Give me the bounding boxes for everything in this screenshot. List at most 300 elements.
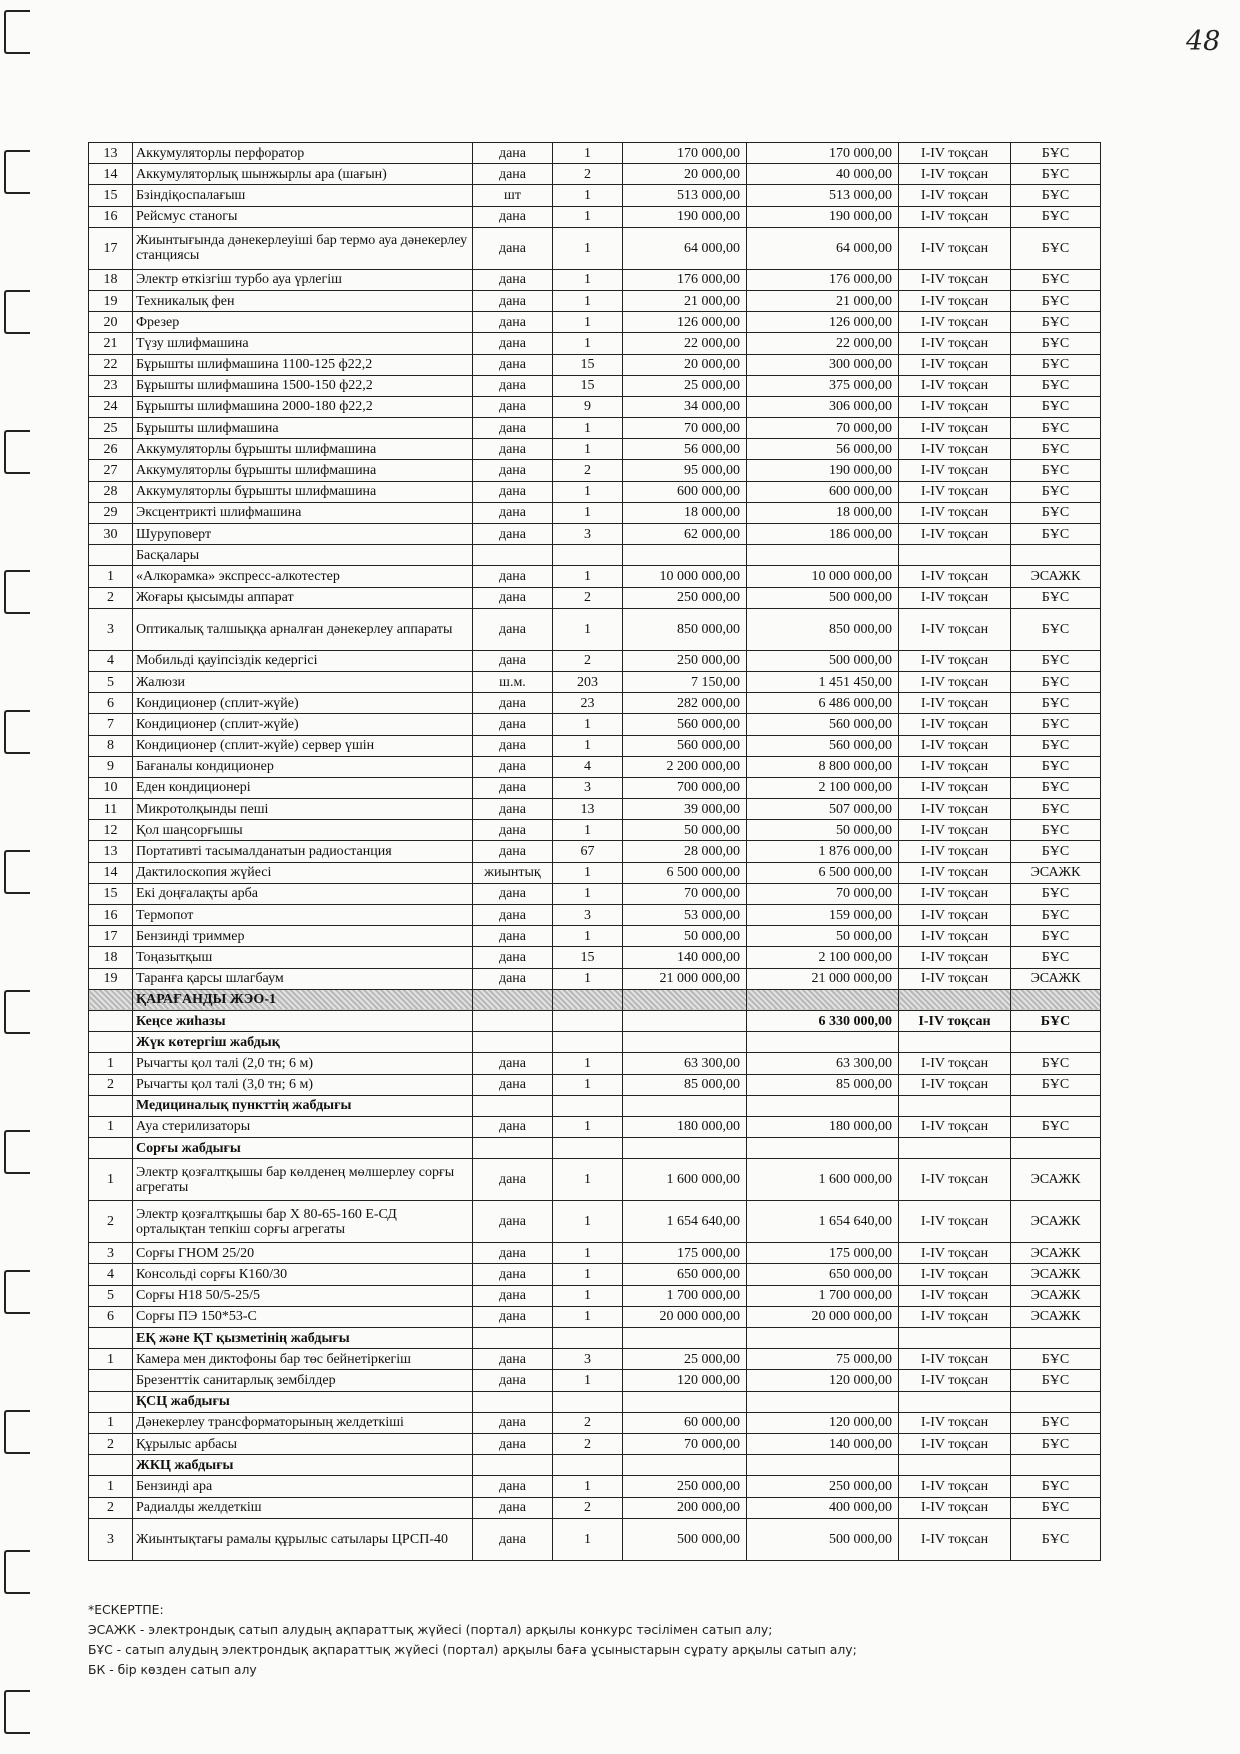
row-number-cell: 2 xyxy=(89,1433,133,1454)
procurement-method-cell: ЭСАЖК xyxy=(1011,862,1101,883)
row-number-cell: 7 xyxy=(89,714,133,735)
quantity-cell: 1 xyxy=(553,1285,623,1306)
unit-price-cell xyxy=(623,1328,747,1349)
item-name-cell: Бұрышты шлифмашина 2000-180 ф22,2 xyxy=(133,396,473,417)
quantity-cell xyxy=(553,1032,623,1053)
period-cell: I-IV тоқсан xyxy=(899,608,1011,650)
item-name-cell: Екі доңғалақты арба xyxy=(133,883,473,904)
unit-cell: дана xyxy=(473,269,553,290)
period-cell: I-IV тоқсан xyxy=(899,1264,1011,1285)
period-cell: I-IV тоқсан xyxy=(899,883,1011,904)
unit-price-cell: 560 000,00 xyxy=(623,714,747,735)
period-cell: I-IV тоқсан xyxy=(899,354,1011,375)
procurement-method-cell: БҰС xyxy=(1011,333,1101,354)
total-amount-cell: 500 000,00 xyxy=(747,1518,899,1560)
unit-price-cell: 170 000,00 xyxy=(623,143,747,164)
unit-price-cell: 25 000,00 xyxy=(623,375,747,396)
item-name-cell: Сорғы Н18 50/5-25/5 xyxy=(133,1285,473,1306)
procurement-method-cell: БҰС xyxy=(1011,671,1101,692)
unit-price-cell: 70 000,00 xyxy=(623,883,747,904)
item-name-cell: Рычагты қол талі (2,0 тн; 6 м) xyxy=(133,1053,473,1074)
row-number-cell: 3 xyxy=(89,1518,133,1560)
item-name-cell: Басқалары xyxy=(133,545,473,566)
row-number-cell: 5 xyxy=(89,671,133,692)
unit-cell: дана xyxy=(473,1349,553,1370)
quantity-cell xyxy=(553,989,623,1010)
row-number-cell: 14 xyxy=(89,862,133,883)
unit-cell: дана xyxy=(473,354,553,375)
unit-cell: дана xyxy=(473,1116,553,1137)
table-row xyxy=(89,1053,1101,1074)
unit-cell: дана xyxy=(473,756,553,777)
period-cell: I-IV тоқсан xyxy=(899,164,1011,185)
table-row xyxy=(89,1412,1101,1433)
row-number-cell xyxy=(89,545,133,566)
period-cell: I-IV тоқсан xyxy=(899,968,1011,989)
period-cell: I-IV тоқсан xyxy=(899,524,1011,545)
unit-price-cell: 70 000,00 xyxy=(623,418,747,439)
row-number-cell: 24 xyxy=(89,396,133,417)
period-cell: I-IV тоқсан xyxy=(899,1370,1011,1391)
table-row xyxy=(89,1285,1101,1306)
procurement-method-cell: ЭСАЖК xyxy=(1011,566,1101,587)
total-amount-cell: 20 000 000,00 xyxy=(747,1306,899,1327)
unit-cell: дана xyxy=(473,375,553,396)
quantity-cell: 1 xyxy=(553,714,623,735)
unit-cell: дана xyxy=(473,1074,553,1095)
item-name-cell: ҚАРАҒАНДЫ ЖЭО-1 xyxy=(133,989,473,1010)
item-name-cell: Кондиционер (сплит-жүйе) xyxy=(133,693,473,714)
table-row xyxy=(89,1476,1101,1497)
period-cell: I-IV тоқсан xyxy=(899,312,1011,333)
quantity-cell: 1 xyxy=(553,269,623,290)
quantity-cell: 1 xyxy=(553,1053,623,1074)
quantity-cell: 2 xyxy=(553,460,623,481)
procurement-method-cell: БҰС xyxy=(1011,481,1101,502)
quantity-cell: 3 xyxy=(553,777,623,798)
row-number-cell: 1 xyxy=(89,1053,133,1074)
procurement-method-cell: БҰС xyxy=(1011,524,1101,545)
section-row xyxy=(89,1138,1101,1159)
row-number-cell xyxy=(89,1328,133,1349)
quantity-cell xyxy=(553,1095,623,1116)
total-amount-cell: 400 000,00 xyxy=(747,1497,899,1518)
table-row xyxy=(89,375,1101,396)
row-number-cell: 4 xyxy=(89,650,133,671)
procurement-method-cell: БҰС xyxy=(1011,185,1101,206)
item-name-cell: Сорғы ПЭ 150*53-С xyxy=(133,1306,473,1327)
unit-price-cell: 700 000,00 xyxy=(623,777,747,798)
unit-cell: дана xyxy=(473,1159,553,1201)
row-number-cell: 13 xyxy=(89,143,133,164)
item-name-cell: Еден кондиционері xyxy=(133,777,473,798)
table-row xyxy=(89,269,1101,290)
unit-price-cell: 600 000,00 xyxy=(623,481,747,502)
procurement-method-cell: ЭСАЖК xyxy=(1011,1201,1101,1243)
unit-price-cell: 22 000,00 xyxy=(623,333,747,354)
total-amount-cell: 176 000,00 xyxy=(747,269,899,290)
total-amount-cell: 560 000,00 xyxy=(747,714,899,735)
unit-price-cell: 60 000,00 xyxy=(623,1412,747,1433)
total-amount-cell xyxy=(747,1138,899,1159)
total-amount-cell: 126 000,00 xyxy=(747,312,899,333)
row-number-cell xyxy=(89,1032,133,1053)
period-cell: I-IV тоқсан xyxy=(899,1116,1011,1137)
period-cell xyxy=(899,1032,1011,1053)
unit-price-cell: 95 000,00 xyxy=(623,460,747,481)
unit-cell: дана xyxy=(473,460,553,481)
row-number-cell: 30 xyxy=(89,524,133,545)
page-number: 48 xyxy=(1186,26,1221,57)
quantity-cell xyxy=(553,1010,623,1031)
unit-cell: дана xyxy=(473,1201,553,1243)
quantity-cell: 3 xyxy=(553,905,623,926)
procurement-method-cell: БҰС xyxy=(1011,1476,1101,1497)
period-cell: I-IV тоқсан xyxy=(899,841,1011,862)
unit-cell: дана xyxy=(473,1497,553,1518)
unit-price-cell: 513 000,00 xyxy=(623,185,747,206)
quantity-cell: 2 xyxy=(553,1433,623,1454)
item-name-cell: Бзіндіқоспалағыш xyxy=(133,185,473,206)
period-cell: I-IV тоқсан xyxy=(899,926,1011,947)
unit-cell: дана xyxy=(473,1476,553,1497)
unit-price-cell xyxy=(623,989,747,1010)
unit-cell: дана xyxy=(473,502,553,523)
row-number-cell: 4 xyxy=(89,1264,133,1285)
row-number-cell: 29 xyxy=(89,502,133,523)
item-name-cell: Шуруповерт xyxy=(133,524,473,545)
unit-cell: дана xyxy=(473,735,553,756)
table-row xyxy=(89,460,1101,481)
period-cell: I-IV тоқсан xyxy=(899,1518,1011,1560)
unit-price-cell xyxy=(623,1095,747,1116)
total-amount-cell: 175 000,00 xyxy=(747,1243,899,1264)
procurement-method-cell: БҰС xyxy=(1011,1518,1101,1560)
unit-price-cell: 282 000,00 xyxy=(623,693,747,714)
quantity-cell: 1 xyxy=(553,312,623,333)
procurement-method-cell: БҰС xyxy=(1011,693,1101,714)
total-amount-cell: 22 000,00 xyxy=(747,333,899,354)
quantity-cell: 1 xyxy=(553,862,623,883)
unit-price-cell: 10 000 000,00 xyxy=(623,566,747,587)
unit-price-cell xyxy=(623,1455,747,1476)
procurement-method-cell: БҰС xyxy=(1011,905,1101,926)
table-row xyxy=(89,439,1101,460)
table-row xyxy=(89,1074,1101,1095)
period-cell: I-IV тоқсан xyxy=(899,1285,1011,1306)
period-cell: I-IV тоқсан xyxy=(899,227,1011,269)
table-row xyxy=(89,926,1101,947)
procurement-method-cell: БҰС xyxy=(1011,206,1101,227)
total-amount-cell: 375 000,00 xyxy=(747,375,899,396)
row-number-cell: 25 xyxy=(89,418,133,439)
item-name-cell: Аккумуляторлы бұрышты шлифмашина xyxy=(133,481,473,502)
quantity-cell: 2 xyxy=(553,650,623,671)
table-row xyxy=(89,587,1101,608)
unit-price-cell: 650 000,00 xyxy=(623,1264,747,1285)
quantity-cell: 1 xyxy=(553,735,623,756)
unit-cell: жиынтық xyxy=(473,862,553,883)
table-row xyxy=(89,735,1101,756)
procurement-method-cell: БҰС xyxy=(1011,777,1101,798)
row-number-cell xyxy=(89,1455,133,1476)
unit-cell: дана xyxy=(473,926,553,947)
unit-price-cell: 500 000,00 xyxy=(623,1518,747,1560)
total-amount-cell: 63 300,00 xyxy=(747,1053,899,1074)
period-cell: I-IV тоқсан xyxy=(899,269,1011,290)
table-row xyxy=(89,714,1101,735)
quantity-cell: 1 xyxy=(553,1243,623,1264)
procurement-method-cell: ЭСАЖК xyxy=(1011,1159,1101,1201)
unit-price-cell: 53 000,00 xyxy=(623,905,747,926)
period-cell: I-IV тоқсан xyxy=(899,418,1011,439)
section-row xyxy=(89,1010,1101,1031)
quantity-cell: 13 xyxy=(553,799,623,820)
item-name-cell: Термопот xyxy=(133,905,473,926)
unit-price-cell: 7 150,00 xyxy=(623,671,747,692)
table-row xyxy=(89,354,1101,375)
period-cell: I-IV тоқсан xyxy=(899,1074,1011,1095)
procurement-method-cell: БҰС xyxy=(1011,354,1101,375)
table-row xyxy=(89,671,1101,692)
period-cell: I-IV тоқсан xyxy=(899,1201,1011,1243)
item-name-cell: Рычагты қол талі (3,0 тн; 6 м) xyxy=(133,1074,473,1095)
period-cell: I-IV тоқсан xyxy=(899,333,1011,354)
total-amount-cell xyxy=(747,1455,899,1476)
quantity-cell: 2 xyxy=(553,587,623,608)
procurement-method-cell xyxy=(1011,1455,1101,1476)
total-amount-cell: 8 800 000,00 xyxy=(747,756,899,777)
row-number-cell xyxy=(89,989,133,1010)
procurement-method-cell: ЭСАЖК xyxy=(1011,1306,1101,1327)
unit-price-cell xyxy=(623,545,747,566)
period-cell xyxy=(899,1095,1011,1116)
total-amount-cell: 850 000,00 xyxy=(747,608,899,650)
quantity-cell: 15 xyxy=(553,354,623,375)
unit-price-cell: 190 000,00 xyxy=(623,206,747,227)
period-cell: I-IV тоқсан xyxy=(899,1349,1011,1370)
unit-cell xyxy=(473,1455,553,1476)
unit-price-cell: 25 000,00 xyxy=(623,1349,747,1370)
item-name-cell: Рейсмус станогы xyxy=(133,206,473,227)
period-cell: I-IV тоқсан xyxy=(899,396,1011,417)
procurement-method-cell: БҰС xyxy=(1011,820,1101,841)
unit-price-cell: 1 700 000,00 xyxy=(623,1285,747,1306)
unit-price-cell: 20 000,00 xyxy=(623,354,747,375)
quantity-cell: 203 xyxy=(553,671,623,692)
period-cell: I-IV тоқсан xyxy=(899,650,1011,671)
item-name-cell: Кондиционер (сплит-жүйе) xyxy=(133,714,473,735)
row-number-cell: 2 xyxy=(89,1201,133,1243)
total-amount-cell: 40 000,00 xyxy=(747,164,899,185)
procurement-method-cell: БҰС xyxy=(1011,883,1101,904)
table-row xyxy=(89,502,1101,523)
unit-price-cell: 62 000,00 xyxy=(623,524,747,545)
period-cell: I-IV тоқсан xyxy=(899,566,1011,587)
quantity-cell: 1 xyxy=(553,820,623,841)
total-amount-cell: 306 000,00 xyxy=(747,396,899,417)
table-row xyxy=(89,905,1101,926)
row-number-cell: 14 xyxy=(89,164,133,185)
quantity-cell: 1 xyxy=(553,1116,623,1137)
total-amount-cell: 500 000,00 xyxy=(747,650,899,671)
unit-price-cell: 180 000,00 xyxy=(623,1116,747,1137)
procurement-method-cell: БҰС xyxy=(1011,290,1101,311)
total-amount-cell: 600 000,00 xyxy=(747,481,899,502)
table-row xyxy=(89,481,1101,502)
row-number-cell: 27 xyxy=(89,460,133,481)
row-number-cell: 16 xyxy=(89,206,133,227)
period-cell xyxy=(899,1455,1011,1476)
item-name-cell: Портативті тасымалданатын радиостанция xyxy=(133,841,473,862)
table-row xyxy=(89,756,1101,777)
section-row xyxy=(89,1032,1101,1053)
quantity-cell: 1 xyxy=(553,1306,623,1327)
item-name-cell: Бензинді ара xyxy=(133,1476,473,1497)
unit-cell: дана xyxy=(473,1264,553,1285)
row-number-cell: 1 xyxy=(89,1116,133,1137)
row-number-cell: 10 xyxy=(89,777,133,798)
item-name-cell: ЖКЦ жабдығы xyxy=(133,1455,473,1476)
item-name-cell: Жиынтықтағы рамалы құрылыс сатылары ЦРСП-40 xyxy=(133,1518,473,1560)
period-cell: I-IV тоқсан xyxy=(899,1159,1011,1201)
item-name-cell: Брезенттік санитарлық зембілдер xyxy=(133,1370,473,1391)
row-number-cell xyxy=(89,1095,133,1116)
unit-price-cell: 1 600 000,00 xyxy=(623,1159,747,1201)
procurement-method-cell: БҰС xyxy=(1011,269,1101,290)
total-amount-cell: 50 000,00 xyxy=(747,926,899,947)
period-cell xyxy=(899,1391,1011,1412)
table-row xyxy=(89,1306,1101,1327)
unit-cell xyxy=(473,1095,553,1116)
quantity-cell: 1 xyxy=(553,1264,623,1285)
total-amount-cell: 513 000,00 xyxy=(747,185,899,206)
total-amount-cell: 85 000,00 xyxy=(747,1074,899,1095)
quantity-cell: 1 xyxy=(553,418,623,439)
procurement-method-cell: БҰС xyxy=(1011,143,1101,164)
unit-price-cell: 176 000,00 xyxy=(623,269,747,290)
quantity-cell: 9 xyxy=(553,396,623,417)
procurement-method-cell: БҰС xyxy=(1011,396,1101,417)
total-amount-cell: 140 000,00 xyxy=(747,1433,899,1454)
item-name-cell: Бағаналы кондиционер xyxy=(133,756,473,777)
total-amount-cell: 1 654 640,00 xyxy=(747,1201,899,1243)
unit-cell: дана xyxy=(473,206,553,227)
row-number-cell: 1 xyxy=(89,566,133,587)
unit-price-cell: 200 000,00 xyxy=(623,1497,747,1518)
table-row xyxy=(89,1370,1101,1391)
unit-cell: дана xyxy=(473,396,553,417)
row-number-cell: 19 xyxy=(89,968,133,989)
procurement-method-cell: БҰС xyxy=(1011,841,1101,862)
unit-price-cell: 126 000,00 xyxy=(623,312,747,333)
period-cell: I-IV тоқсан xyxy=(899,820,1011,841)
unit-price-cell xyxy=(623,1138,747,1159)
unit-cell: дана xyxy=(473,481,553,502)
quantity-cell: 1 xyxy=(553,883,623,904)
item-name-cell: ҚСЦ жабдығы xyxy=(133,1391,473,1412)
total-amount-cell: 2 100 000,00 xyxy=(747,947,899,968)
procurement-method-cell: БҰС xyxy=(1011,1412,1101,1433)
item-name-cell: Радиалды желдеткіш xyxy=(133,1497,473,1518)
procurement-method-cell: БҰС xyxy=(1011,418,1101,439)
unit-cell: дана xyxy=(473,947,553,968)
total-amount-cell: 6 486 000,00 xyxy=(747,693,899,714)
unit-price-cell: 2 200 000,00 xyxy=(623,756,747,777)
quantity-cell: 1 xyxy=(553,926,623,947)
item-name-cell: Медициналық пункттің жабдығы xyxy=(133,1095,473,1116)
unit-cell: дана xyxy=(473,693,553,714)
procurement-method-cell: БҰС xyxy=(1011,947,1101,968)
total-amount-cell: 507 000,00 xyxy=(747,799,899,820)
quantity-cell: 1 xyxy=(553,185,623,206)
unit-price-cell: 560 000,00 xyxy=(623,735,747,756)
table-row xyxy=(89,206,1101,227)
procurement-method-cell: БҰС xyxy=(1011,375,1101,396)
table-row xyxy=(89,227,1101,269)
table-row xyxy=(89,333,1101,354)
procurement-method-cell xyxy=(1011,1032,1101,1053)
row-number-cell: 6 xyxy=(89,693,133,714)
quantity-cell: 23 xyxy=(553,693,623,714)
total-amount-cell: 250 000,00 xyxy=(747,1476,899,1497)
period-cell: I-IV тоқсан xyxy=(899,185,1011,206)
unit-cell xyxy=(473,1010,553,1031)
unit-cell: дана xyxy=(473,566,553,587)
period-cell: I-IV тоқсан xyxy=(899,375,1011,396)
row-number-cell: 2 xyxy=(89,1497,133,1518)
procurement-method-cell xyxy=(1011,1095,1101,1116)
unit-price-cell: 175 000,00 xyxy=(623,1243,747,1264)
table-row xyxy=(89,290,1101,311)
item-name-cell: Электр қозғалтқышы бар Х 80-65-160 Е-СД орталықтан тепкіш сорғы агрегаты xyxy=(133,1201,473,1243)
total-amount-cell: 21 000 000,00 xyxy=(747,968,899,989)
unit-cell: дана xyxy=(473,968,553,989)
unit-price-cell xyxy=(623,1032,747,1053)
item-name-cell: Кеңсе жиһазы xyxy=(133,1010,473,1031)
row-number-cell: 11 xyxy=(89,799,133,820)
procurement-method-cell: БҰС xyxy=(1011,502,1101,523)
quantity-cell: 1 xyxy=(553,1201,623,1243)
row-number-cell: 15 xyxy=(89,185,133,206)
unit-cell: дана xyxy=(473,227,553,269)
quantity-cell: 1 xyxy=(553,333,623,354)
quantity-cell: 1 xyxy=(553,608,623,650)
quantity-cell: 2 xyxy=(553,164,623,185)
period-cell xyxy=(899,545,1011,566)
table-row xyxy=(89,418,1101,439)
unit-cell: дана xyxy=(473,799,553,820)
period-cell: I-IV тоқсан xyxy=(899,460,1011,481)
item-name-cell: «Алкорамка» экспресс-алкотестер xyxy=(133,566,473,587)
unit-price-cell: 56 000,00 xyxy=(623,439,747,460)
table-row xyxy=(89,524,1101,545)
item-name-cell: Таранға қарсы шлагбаум xyxy=(133,968,473,989)
table-row xyxy=(89,968,1101,989)
procurement-method-cell: БҰС xyxy=(1011,756,1101,777)
total-amount-cell: 190 000,00 xyxy=(747,460,899,481)
period-cell xyxy=(899,1138,1011,1159)
unit-price-cell: 50 000,00 xyxy=(623,820,747,841)
total-amount-cell xyxy=(747,1095,899,1116)
total-amount-cell: 75 000,00 xyxy=(747,1349,899,1370)
section-row xyxy=(89,1095,1101,1116)
table-row xyxy=(89,883,1101,904)
period-cell: I-IV тоқсан xyxy=(899,143,1011,164)
item-name-cell: Электр қозғалтқышы бар көлденең мөлшерлеу сорғы агрегаты xyxy=(133,1159,473,1201)
section-row xyxy=(89,1391,1101,1412)
footnote-line-bus: БҰС - сатып алудың электрондық ақпараттық жүйесі (портал) арқылы баға ұсыныстарын сұрату арқылы сатып алу; xyxy=(88,1642,857,1657)
